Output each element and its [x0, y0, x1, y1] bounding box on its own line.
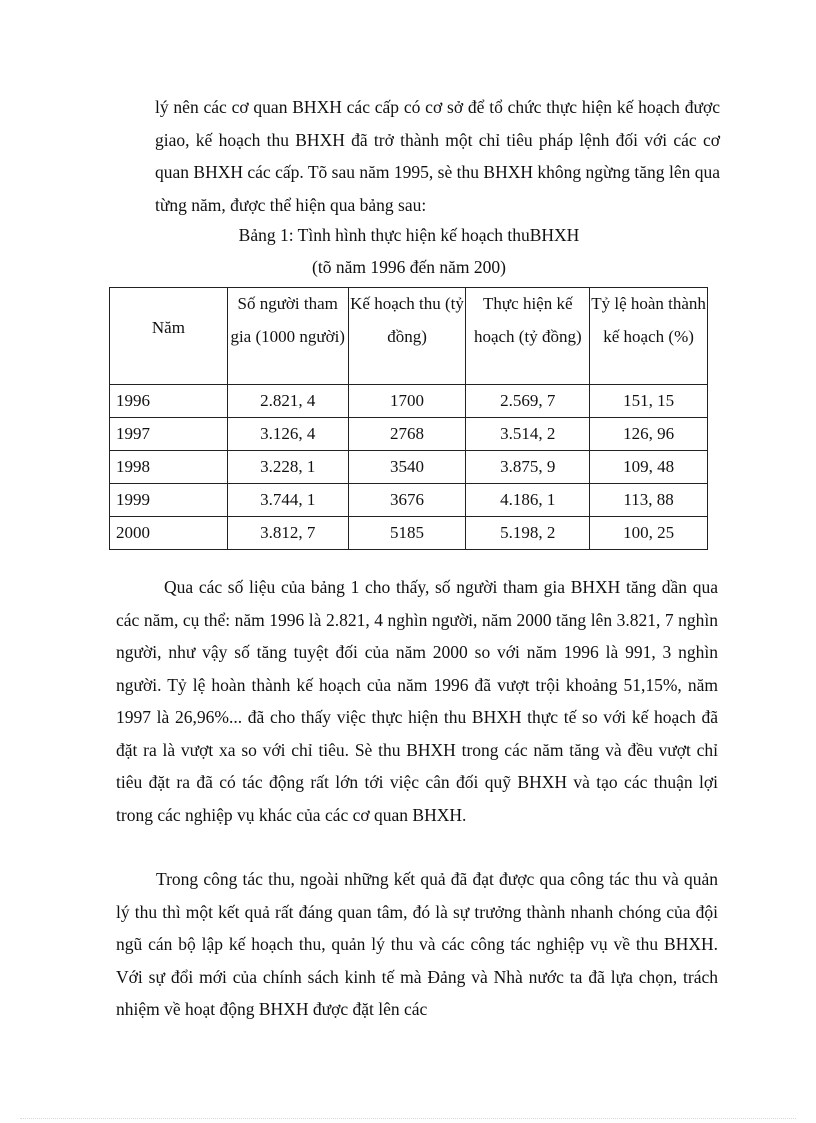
cell-completion-rate: 113, 88 — [590, 484, 708, 517]
page-bottom-divider — [20, 1118, 796, 1119]
table-title: Bảng 1: Tình hình thực hiện kế hoạch thuBHXH — [238, 225, 580, 245]
cell-year: 2000 — [110, 517, 228, 550]
cell-year: 1997 — [110, 418, 228, 451]
cell-actual: 5.198, 2 — [466, 517, 590, 550]
cell-participants: 2.821, 4 — [227, 385, 348, 418]
header-participants: Số người tham gia (1000 người) — [227, 288, 348, 385]
cell-completion-rate: 126, 96 — [590, 418, 708, 451]
cell-year: 1998 — [110, 451, 228, 484]
table-row — [110, 418, 708, 451]
closing-paragraph: Trong công tác thu, ngoài những kết quả đã đạt được qua công tác thu và quản lý thu thì một kết quả rất đáng quan tâm, đó là sự trưởng thành nhanh chóng của đội ngũ cán bộ lập kế hoạch thu, quản lý thu và các công tác nghiệp vụ về thu BHXH. Với sự đổi mới của chính sách kinh tế mà Đảng và Nhà nước ta đã lựa chọn, trách nhiệm về hoạt động BHXH được đặt lên các — [116, 869, 718, 1019]
cell-completion-rate: 151, 15 — [590, 385, 708, 418]
cell-plan: 3676 — [348, 484, 466, 517]
cell-plan: 5185 — [348, 517, 466, 550]
cell-participants: 3.126, 4 — [227, 418, 348, 451]
cell-year: 1999 — [110, 484, 228, 517]
header-completion-rate: Tỷ lệ hoàn thành kế hoạch (%) — [590, 288, 708, 385]
cell-completion-rate: 100, 25 — [590, 517, 708, 550]
header-plan: Kế hoạch thu (tỷ đồng) — [348, 288, 466, 385]
cell-actual: 4.186, 1 — [466, 484, 590, 517]
analysis-paragraph: Qua các số liệu của bảng 1 cho thấy, số người tham gia BHXH tăng dần qua các năm, cụ thể: năm 1996 là 2.821, 4 nghìn người, năm 2000 tăng lên 3.821, 7 nghìn người, như vậy số tăng tuyệt đối của năm 2000 so với năm 1996 là 991, 3 nghìn người. Tỷ lệ hoàn thành kế hoạch của năm 1996 đã vượt trội khoảng 51,15%, năm 1997 là 26,96%... đã cho thấy việc thực hiện thu BHXH thực tế so với kế hoạch đã đặt ra là vượt xa so với chỉ tiêu. Sè thu BHXH trong các năm tăng và đều vượt chỉ tiêu đặt ra đã có tác động rất lớn tới việc cân đối quỹ BHXH và tạo các thuận lợi trong các nghiệp vụ khác của các cơ quan BHXH. — [116, 577, 718, 825]
bhxh-table — [109, 287, 708, 550]
cell-completion-rate: 109, 48 — [590, 451, 708, 484]
table-subtitle: (tõ năm 1996 đến năm 200) — [312, 257, 506, 277]
cell-plan: 1700 — [348, 385, 466, 418]
cell-actual: 3.875, 9 — [466, 451, 590, 484]
intro-paragraph: lý nên các cơ quan BHXH các cấp có cơ sở để tổ chức thực hiện kế hoạch được giao, kế hoạch thu BHXH đã trở thành một chỉ tiêu pháp lệnh đối với các cơ quan BHXH các cấp. Tõ sau năm 1995, sè thu BHXH không ngừng tăng lên qua từng năm, được thể hiện qua bảng sau: — [155, 97, 720, 215]
table-row — [110, 385, 708, 418]
header-year: Năm — [110, 288, 228, 385]
cell-actual: 2.569, 7 — [466, 385, 590, 418]
table-row — [110, 517, 708, 550]
cell-participants: 3.228, 1 — [227, 451, 348, 484]
cell-actual: 3.514, 2 — [466, 418, 590, 451]
cell-participants: 3.812, 7 — [227, 517, 348, 550]
table-row — [110, 451, 708, 484]
cell-year: 1996 — [110, 385, 228, 418]
table-header-row — [110, 288, 708, 385]
table-row — [110, 484, 708, 517]
cell-participants: 3.744, 1 — [227, 484, 348, 517]
cell-plan: 3540 — [348, 451, 466, 484]
header-actual: Thực hiện kế hoạch (tỷ đồng) — [466, 288, 590, 385]
cell-plan: 2768 — [348, 418, 466, 451]
